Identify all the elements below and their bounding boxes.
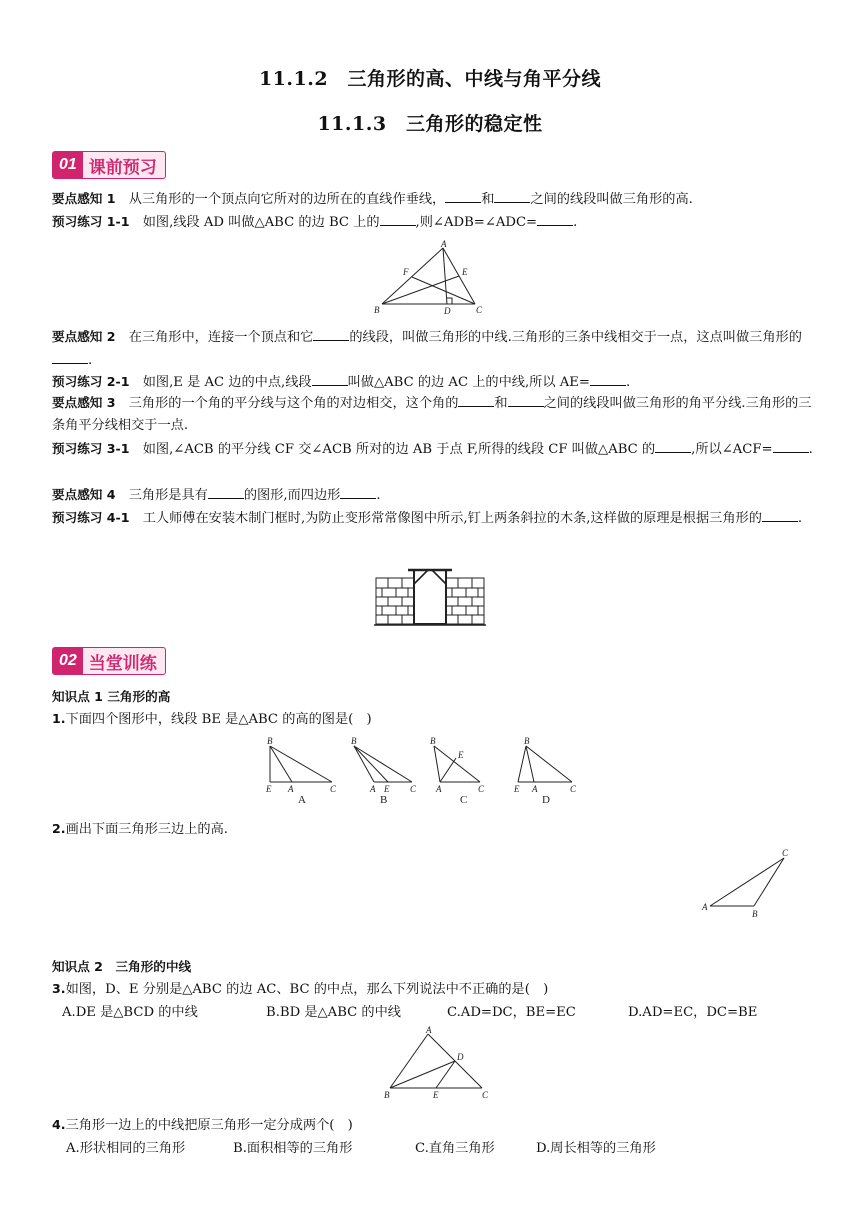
blank[interactable] bbox=[380, 211, 416, 226]
svg-text:B: B bbox=[430, 736, 436, 746]
blank[interactable] bbox=[208, 484, 244, 499]
svg-text:E: E bbox=[384, 784, 390, 794]
blank[interactable] bbox=[458, 392, 494, 407]
svg-text:E: E bbox=[462, 267, 468, 277]
svg-text:A: A bbox=[532, 784, 538, 794]
svg-text:E: E bbox=[514, 784, 520, 794]
exercise-4-1: 预习练习 4-1 工人师傅在安装木制门框时,为防止变形常常像图中所示,钉上两条斜拉的木条,这样做的原理是根据三角形的 . bbox=[52, 507, 814, 530]
question-2-triangle bbox=[700, 848, 796, 920]
blank[interactable] bbox=[773, 438, 809, 453]
blank[interactable] bbox=[655, 438, 691, 453]
blank[interactable] bbox=[590, 371, 626, 386]
svg-text:C: C bbox=[782, 848, 789, 858]
question-4: 4.三角形一边上的中线把原三角形一定分成两个( ) bbox=[52, 1117, 353, 1133]
question-1-figures bbox=[262, 736, 602, 804]
svg-text:E: E bbox=[266, 784, 272, 794]
triangle-figure-1 bbox=[370, 240, 500, 316]
svg-text:B: B bbox=[752, 909, 758, 919]
svg-text:C: C bbox=[570, 784, 577, 794]
section-number: 02 bbox=[53, 648, 83, 674]
svg-text:E: E bbox=[458, 750, 464, 760]
svg-text:B: B bbox=[524, 736, 530, 746]
svg-text:B: B bbox=[384, 1090, 390, 1100]
blank[interactable] bbox=[312, 371, 348, 386]
svg-text:A: A bbox=[370, 784, 376, 794]
svg-text:A: A bbox=[702, 902, 708, 912]
svg-text:A: A bbox=[436, 784, 442, 794]
q4-option-d[interactable]: D.周长相等的三角形 bbox=[536, 1141, 656, 1156]
q3-option-c[interactable]: C.AD=DC，BE=EC bbox=[447, 1005, 576, 1020]
svg-text:C: C bbox=[478, 784, 485, 794]
q3-option-b[interactable]: B.BD 是△ABC 的中线 bbox=[266, 1005, 401, 1020]
key-point-4: 要点感知 4 三角形是具有 的图形,而四边形 . bbox=[52, 484, 814, 507]
blank[interactable] bbox=[494, 188, 530, 203]
svg-text:C: C bbox=[482, 1090, 489, 1100]
svg-text:B: B bbox=[380, 794, 388, 804]
svg-text:B: B bbox=[351, 736, 357, 746]
q3-option-a[interactable]: A.DE 是△BCD 的中线 bbox=[62, 1005, 198, 1020]
key-point-1: 要点感知 1 从三角形的一个顶点向它所对的边所在的直线作垂线， 和 之间的线段叫做三角形的高. bbox=[52, 188, 814, 211]
blank[interactable] bbox=[537, 211, 573, 226]
svg-text:F: F bbox=[403, 267, 409, 277]
q4-option-a[interactable]: A.形状相同的三角形 bbox=[66, 1141, 186, 1156]
q3-option-d[interactable]: D.AD=EC，DC=BE bbox=[628, 1005, 758, 1020]
svg-text:C: C bbox=[460, 794, 468, 804]
q4-option-b[interactable]: B.面积相等的三角形 bbox=[233, 1141, 353, 1156]
svg-text:B: B bbox=[374, 305, 380, 315]
blank[interactable] bbox=[340, 484, 376, 499]
q4-option-c[interactable]: C.直角三角形 bbox=[415, 1141, 495, 1156]
svg-text:D: D bbox=[542, 794, 550, 804]
svg-text:C: C bbox=[476, 305, 483, 315]
svg-text:D: D bbox=[444, 306, 451, 316]
svg-text:E: E bbox=[433, 1090, 439, 1100]
blank[interactable] bbox=[762, 507, 798, 522]
page-title: 11.1.2 三角形的高、中线与角平分线 bbox=[258, 68, 602, 90]
section-number: 01 bbox=[53, 152, 83, 178]
blank[interactable] bbox=[445, 188, 481, 203]
section-badge-class-practice bbox=[52, 647, 166, 675]
svg-text:D: D bbox=[457, 1052, 464, 1062]
blank[interactable] bbox=[52, 349, 88, 364]
svg-text:A: A bbox=[288, 784, 294, 794]
question-1: 1.下面四个图形中，线段 BE 是△ABC 的高的图是( ) bbox=[52, 711, 372, 727]
exercise-1-1: 预习练习 1-1 如图,线段 AD 叫做△ABC 的边 BC 上的 ,则∠ADB=∠ADC= . bbox=[52, 211, 814, 234]
svg-text:A: A bbox=[426, 1026, 432, 1035]
section-label: 课前预习 bbox=[88, 157, 157, 178]
svg-text:C: C bbox=[410, 784, 417, 794]
svg-text:A: A bbox=[441, 240, 447, 249]
section-badge-preview bbox=[52, 151, 166, 179]
key-point-2: 要点感知 2 在三角形中，连接一个顶点和它 的线段，叫做三角形的中线.三角形的三条中线相交于一点，这点叫做三角形的. bbox=[52, 326, 814, 372]
knowledge-point-2: 知识点 2 三角形的中线 bbox=[52, 959, 192, 974]
exercise-3-1: 预习练习 3-1 如图,∠ACB 的平分线 CF 交∠ACB 所对的边 AB 于点 F,所得的线段 CF 叫做△ABC 的 ,所以∠ACF= . bbox=[52, 438, 814, 461]
svg-text:A: A bbox=[298, 794, 306, 804]
page-subtitle: 11.1.3 三角形的稳定性 bbox=[317, 113, 543, 135]
section-label: 当堂训练 bbox=[88, 653, 157, 674]
door-frame-figure bbox=[374, 564, 486, 628]
knowledge-point-1: 知识点 1 三角形的高 bbox=[52, 689, 171, 704]
question-3: 3.如图，D、E 分别是△ABC 的边 AC、BC 的中点，那么下列说法中不正确的是( ) bbox=[52, 981, 549, 997]
question-3-figure bbox=[380, 1026, 492, 1102]
blank[interactable] bbox=[313, 326, 349, 341]
key-point-3: 要点感知 3 三角形的一个角的平分线与这个角的对边相交，这个角的 和 之间的线段叫做三角形的角平分线.三角形的三条角平分线相交于一点. bbox=[52, 392, 814, 437]
blank[interactable] bbox=[508, 392, 544, 407]
exercise-2-1: 预习练习 2-1 如图,E 是 AC 边的中点,线段 叫做△ABC 的边 AC 上的中线,所以 AE= . bbox=[52, 371, 814, 394]
question-2: 2.画出下面三角形三边上的高. bbox=[52, 821, 229, 837]
svg-text:B: B bbox=[267, 736, 273, 746]
svg-text:C: C bbox=[330, 784, 337, 794]
